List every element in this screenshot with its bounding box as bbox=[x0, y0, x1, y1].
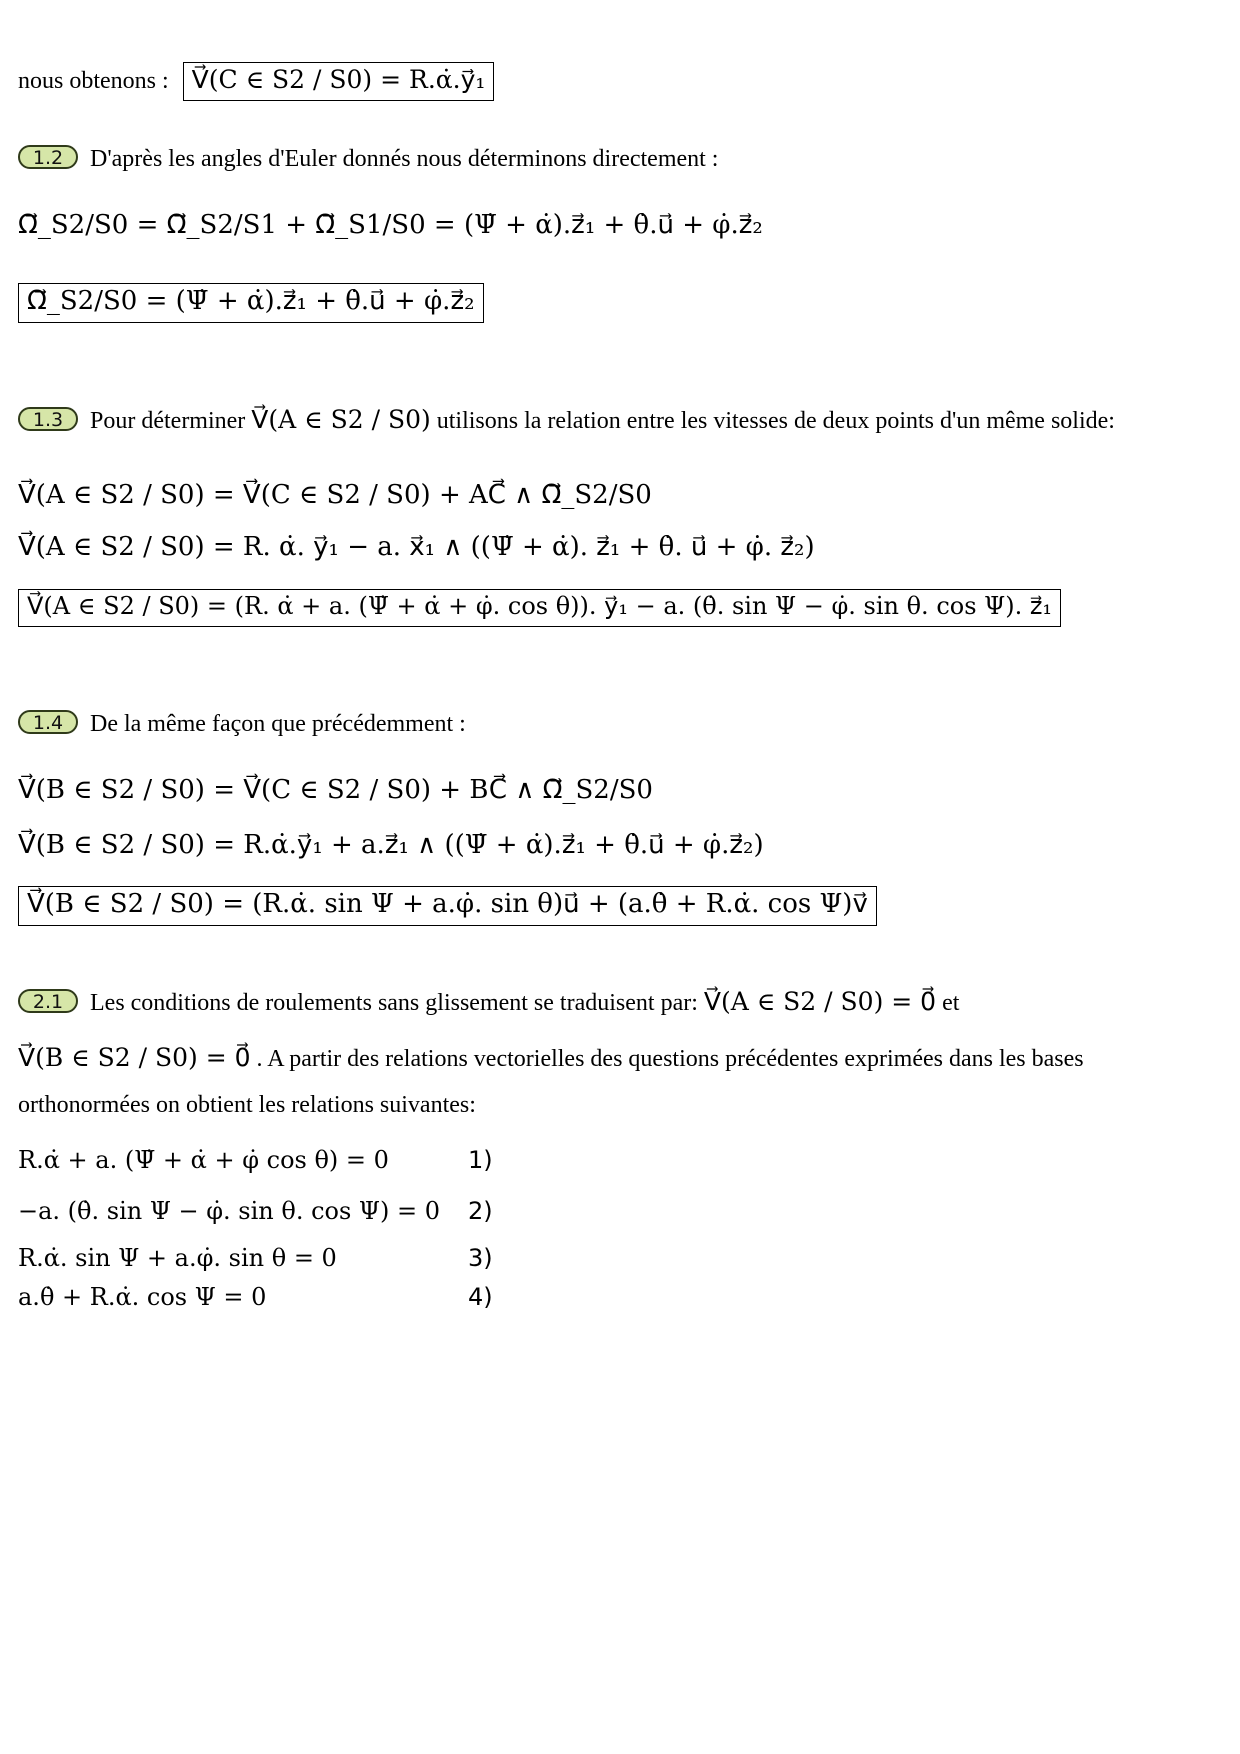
relation-3 bbox=[18, 1244, 493, 1272]
section-2-1-text-c: orthonormées on obtient les relations suivantes: bbox=[18, 1092, 476, 1118]
section-2-1-formula-a: V⃗(A ∈ S2 / S0) = 0⃗ bbox=[703, 987, 937, 1016]
intro-line bbox=[18, 62, 494, 101]
section-1-4-heading bbox=[18, 710, 466, 738]
equation-vb-expanded: V⃗(B ∈ S2 / S0) = R.α̇.y⃗₁ + a.z⃗₁ ∧ ((Ψ̇ + α̇).z⃗₁ + θ̇.u⃗ + φ̇.z⃗₂) bbox=[18, 830, 764, 860]
equation-omega-composition: Ω⃗_S2/S0 = Ω⃗_S2/S1 + Ω⃗_S1/S0 = (Ψ̇ + α̇).z⃗₁ + θ̇.u⃗ + φ̇.z⃗₂ bbox=[18, 210, 763, 240]
relation-1 bbox=[18, 1146, 493, 1174]
equation-vb-relation: V⃗(B ∈ S2 / S0) = V⃗(C ∈ S2 / S0) + BC⃗ ∧ Ω⃗_S2/S0 bbox=[18, 775, 653, 805]
intro-formula-box bbox=[183, 62, 495, 101]
relation-2-number: 2) bbox=[468, 1197, 493, 1225]
relation-1-number: 1) bbox=[468, 1146, 493, 1174]
section-1-2-text: D'après les angles d'Euler donnés nous déterminons directement : bbox=[90, 146, 719, 172]
intro-formula: V⃗(C ∈ S2 / S0) = R.α̇.y⃗₁ bbox=[191, 65, 486, 94]
section-1-2-heading bbox=[18, 145, 718, 173]
section-2-1-formula-b: V⃗(B ∈ S2 / S0) = 0⃗ bbox=[18, 1043, 251, 1072]
section-2-1-line-2 bbox=[18, 1043, 1084, 1073]
section-2-1-text-b: . A partir des relations vectorielles des questions précédentes exprimées dans les bases bbox=[256, 1046, 1084, 1072]
relation-2-equation: −a. (θ̇. sin Ψ − φ̇. sin θ. cos Ψ) = 0 bbox=[18, 1197, 440, 1225]
section-2-1-heading bbox=[18, 987, 959, 1017]
relation-4-number: 4) bbox=[468, 1283, 493, 1311]
section-1-3-text-before: Pour déterminer bbox=[90, 408, 246, 434]
result-omega-box bbox=[18, 283, 484, 323]
result-vb: V⃗(B ∈ S2 / S0) = (R.α̇. sin Ψ + a.φ̇. sin θ)u⃗ + (a.θ̇ + R.α̇. cos Ψ)v⃗ bbox=[18, 886, 877, 926]
relation-1-equation: R.α̇ + a. (Ψ̇ + α̇ + φ̇ cos θ) = 0 bbox=[18, 1146, 389, 1174]
relation-4 bbox=[18, 1283, 493, 1311]
relation-3-equation: R.α̇. sin Ψ + a.φ̇. sin θ = 0 bbox=[18, 1244, 337, 1272]
relation-2 bbox=[18, 1197, 493, 1225]
section-1-3-heading bbox=[18, 405, 1115, 435]
section-1-4-text: De la même façon que précédemment : bbox=[90, 711, 466, 737]
result-va: V⃗(A ∈ S2 / S0) = (R. α̇ + a. (Ψ̇ + α̇ + φ̇. cos θ)). y⃗₁ − a. (θ̇. sin Ψ − φ̇. sin θ. cos Ψ). z⃗₁ bbox=[18, 589, 1061, 627]
section-1-3-text-after: utilisons la relation entre les vitesses de deux points d'un même solide: bbox=[436, 408, 1115, 434]
relation-4-equation: a.θ̇ + R.α̇. cos Ψ = 0 bbox=[18, 1283, 267, 1311]
equation-va-expanded: V⃗(A ∈ S2 / S0) = R. α̇. y⃗₁ − a. x⃗₁ ∧ ((Ψ̇ + α̇). z⃗₁ + θ̇. u⃗ + φ̇. z⃗₂) bbox=[18, 532, 815, 562]
question-badge-1-4: 1.4 bbox=[18, 710, 78, 734]
relation-3-number: 3) bbox=[468, 1244, 493, 1272]
result-vb-box bbox=[18, 886, 877, 926]
result-omega: Ω⃗_S2/S0 = (Ψ̇ + α̇).z⃗₁ + θ̇.u⃗ + φ̇.z⃗₂ bbox=[18, 283, 484, 323]
question-badge-1-3: 1.3 bbox=[18, 407, 78, 431]
result-va-box bbox=[18, 589, 1061, 627]
section-1-3-inline-formula: V⃗(A ∈ S2 / S0) bbox=[251, 405, 431, 434]
equation-va-relation: V⃗(A ∈ S2 / S0) = V⃗(C ∈ S2 / S0) + AC⃗ ∧ Ω⃗_S2/S0 bbox=[18, 480, 652, 510]
section-2-1-text-et: et bbox=[942, 990, 960, 1016]
intro-prefix: nous obtenons : bbox=[18, 68, 169, 94]
question-badge-1-2: 1.2 bbox=[18, 145, 78, 169]
question-badge-2-1: 2.1 bbox=[18, 989, 78, 1013]
section-2-1-text-a: Les conditions de roulements sans glissement se traduisent par: bbox=[90, 990, 698, 1016]
